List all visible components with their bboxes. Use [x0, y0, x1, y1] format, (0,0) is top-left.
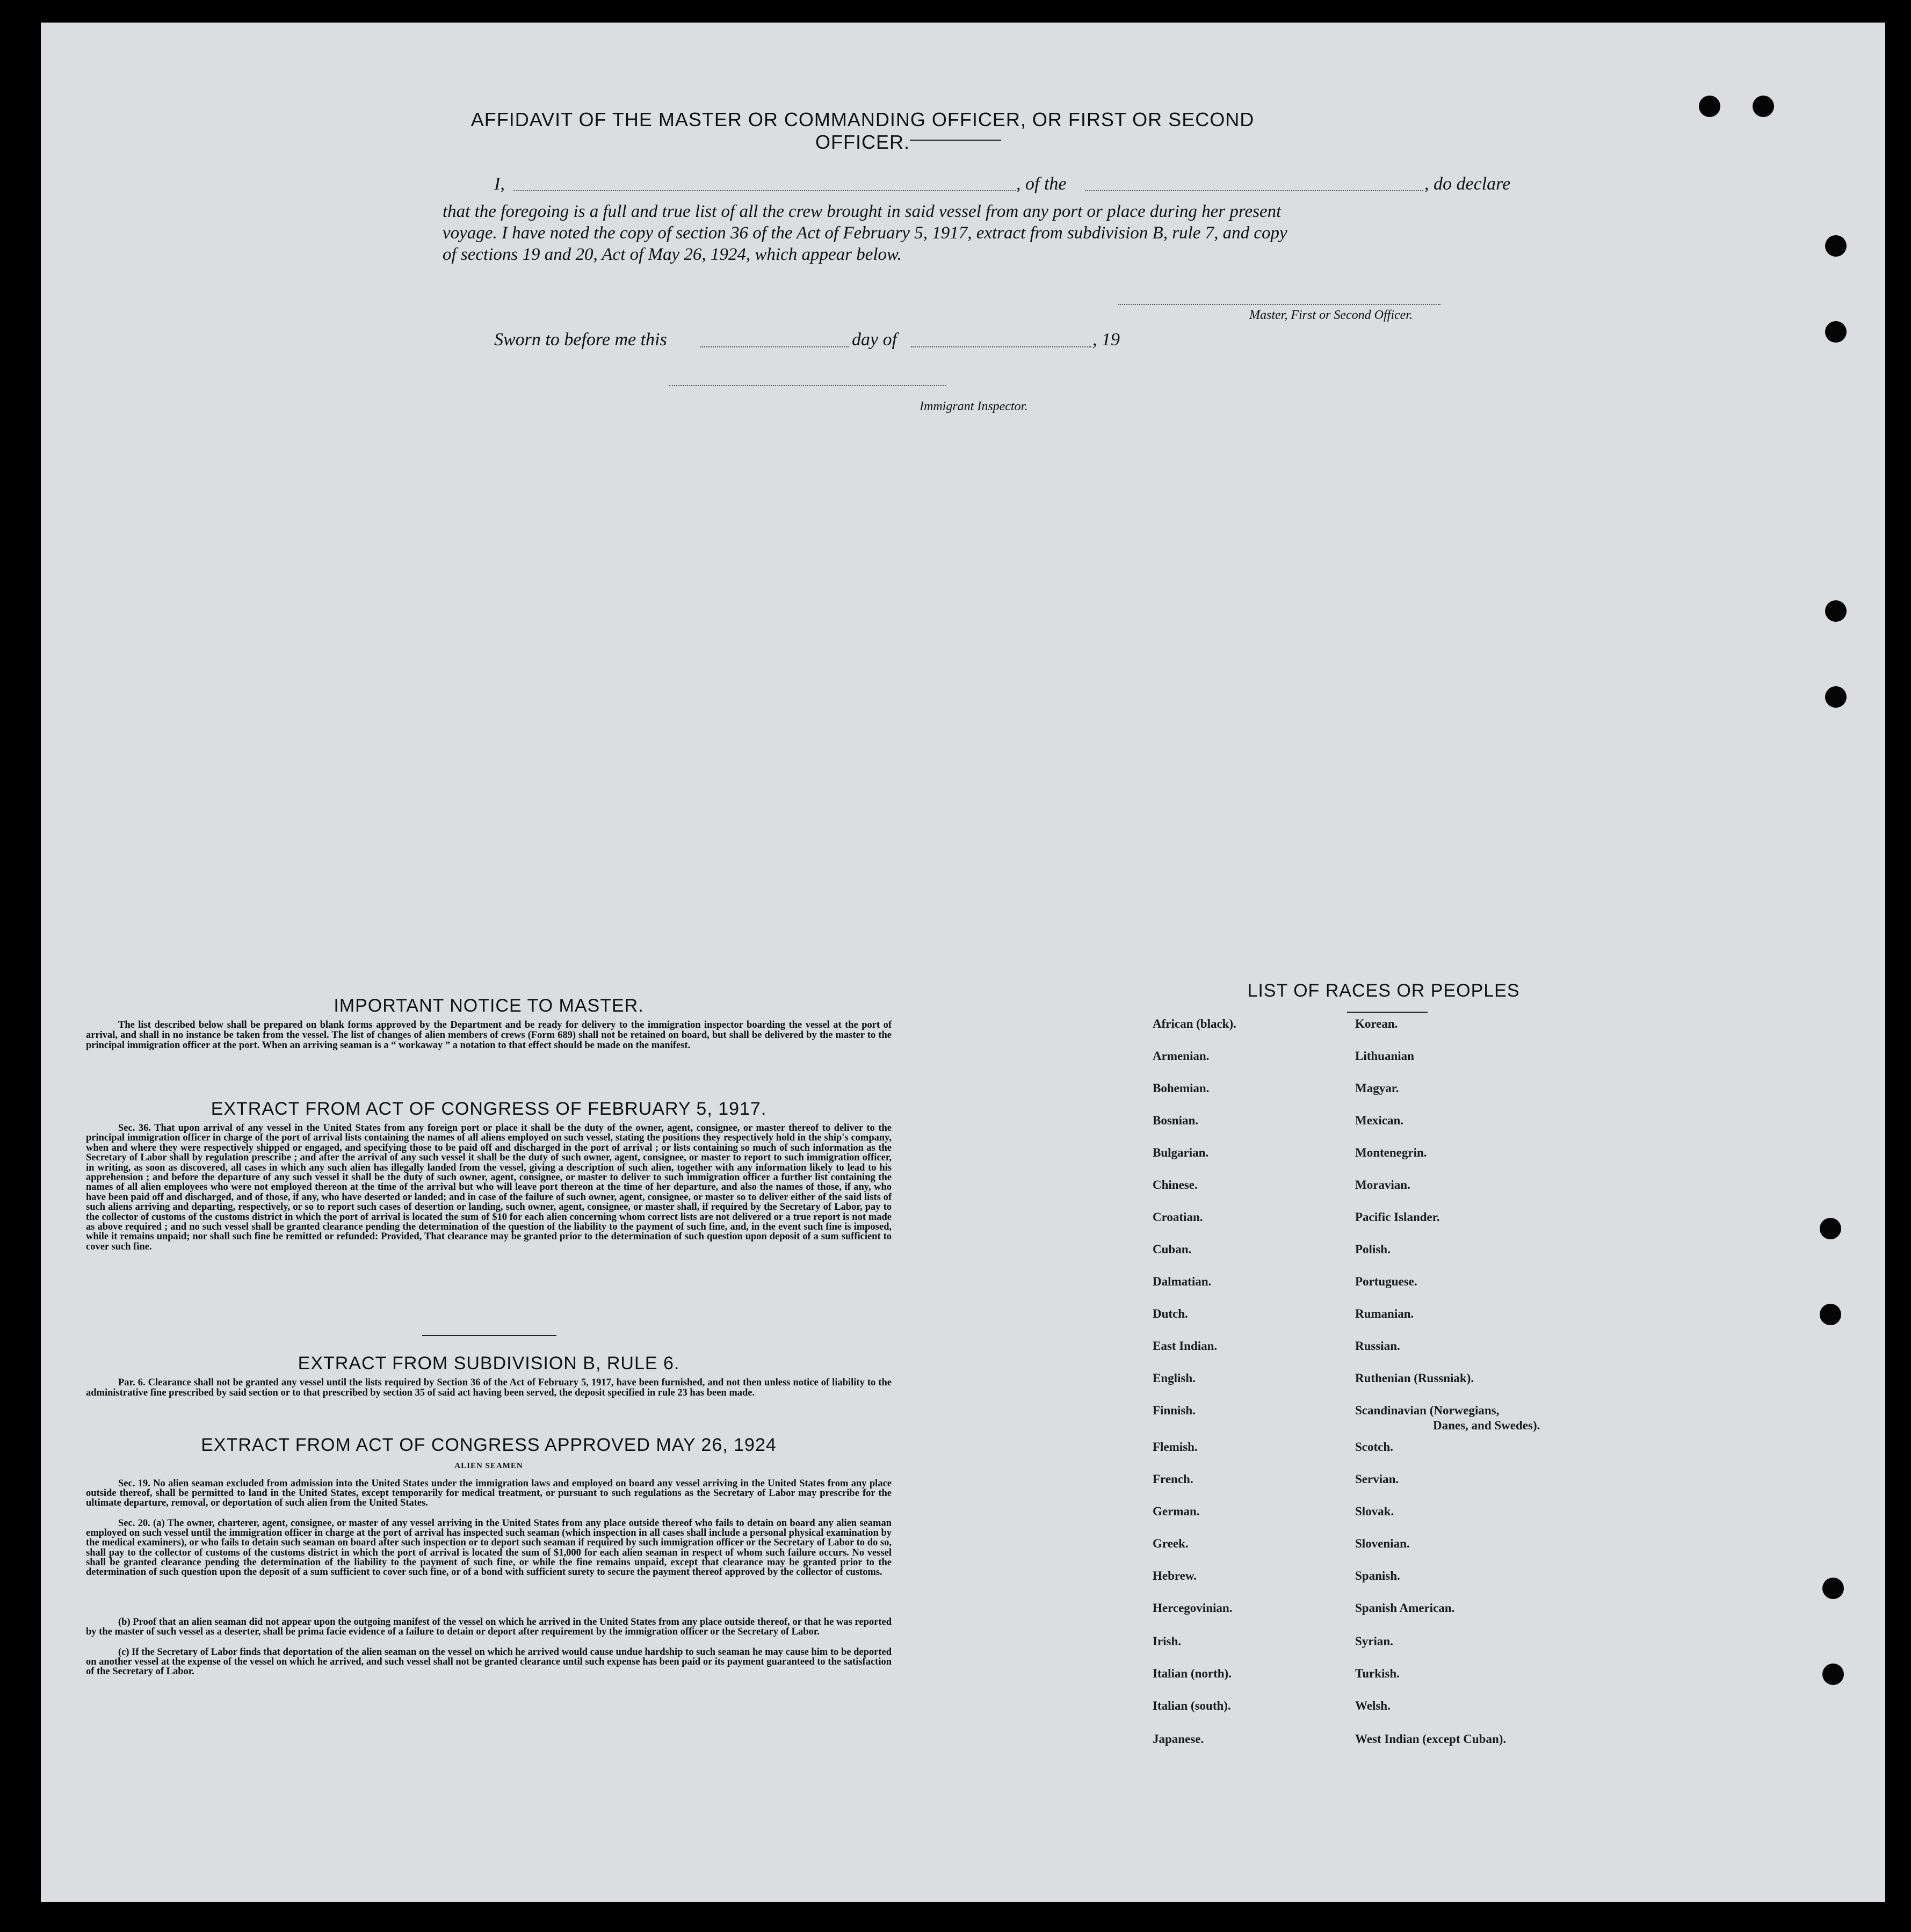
vessel-blank [1085, 190, 1423, 191]
race-item: Bohemian. [1153, 1081, 1210, 1095]
affidavit-line-4: of sections 19 and 20, Act of May 26, 1924, which appear below. [443, 245, 902, 264]
punch-hole [1699, 96, 1720, 117]
affidavit-of-the: , of the [1016, 174, 1067, 194]
punch-hole [1825, 321, 1847, 343]
name-blank [513, 190, 1016, 191]
race-item: Irish. [1153, 1635, 1182, 1648]
race-item: Moravian. [1355, 1178, 1410, 1192]
race-item: Dutch. [1153, 1307, 1188, 1320]
extract-1924-sec19: Sec. 19. No alien seaman excluded from admission into the United States under the immigration laws and employed on board any vessel arriving in the United States from any place outside thereof, shall be permitted to land in the United States, except temporarily for medical treatment, or pursuant to such regulations as the Secretary of Labor may prescribe for the ultimate departure, removal, or deportation of such alien from the United States. [86, 1478, 892, 1509]
race-item: Scandinavian (Norwegians, [1355, 1404, 1500, 1417]
title-underline [910, 140, 1001, 141]
extract-1924-heading: EXTRACT FROM ACT OF CONGRESS APPROVED MAY 26, 1924 [201, 1435, 777, 1455]
punch-hole [1825, 686, 1847, 708]
race-item: Magyar. [1355, 1081, 1399, 1095]
race-item: Turkish. [1355, 1667, 1400, 1680]
sworn-year: , 19 [1092, 330, 1120, 350]
extract-1924-sec20b: (b) Proof that an alien seaman did not appear upon the outgoing manifest of the vessel on which he arrived in the United States from any place outside thereof, or that he was reported by the master of such vessel as a deserter, shall be prima facie evidence of a failure to detain or deport after requirement by the immigration officer or the Secretary of Labor. [86, 1617, 892, 1638]
race-item: Croatian. [1153, 1210, 1203, 1224]
race-item: Flemish. [1153, 1440, 1198, 1454]
race-item: Montenegrin. [1355, 1146, 1427, 1159]
race-item: Hebrew. [1153, 1569, 1197, 1582]
race-item: Mexican. [1355, 1114, 1404, 1127]
affidavit-i: I, [494, 174, 505, 194]
race-item: Scotch. [1355, 1440, 1393, 1454]
section-divider [422, 1335, 556, 1336]
race-item: Pacific Islander. [1355, 1210, 1440, 1224]
race-item: Greek. [1153, 1537, 1189, 1550]
extract-rule6-heading: EXTRACT FROM SUBDIVISION B, RULE 6. [298, 1353, 680, 1374]
race-item: Portuguese. [1355, 1275, 1417, 1288]
race-item: English. [1153, 1371, 1196, 1385]
inspector-signature-line [669, 385, 946, 386]
punch-hole [1825, 600, 1847, 622]
race-item: Dalmatian. [1153, 1275, 1212, 1288]
race-item: West Indian (except Cuban). [1355, 1732, 1507, 1746]
race-item: Chinese. [1153, 1178, 1198, 1192]
inspector-caption: Immigrant Inspector. [920, 400, 1028, 413]
race-item: Italian (south). [1153, 1699, 1231, 1712]
sworn-day-of: day of [852, 330, 897, 350]
notice-heading: IMPORTANT NOTICE TO MASTER. [334, 996, 644, 1016]
affidavit-title: AFFIDAVIT OF THE MASTER OR COMMANDING OFFICER, OR FIRST OR SECOND OFFICER. [470, 108, 1255, 153]
affidavit-line-3: voyage. I have noted the copy of section 36 of the Act of February 5, 1917, extract from subdivision B, rule 7, and copy [443, 223, 1287, 243]
race-item: African (black). [1153, 1017, 1236, 1030]
extract-1924-sec20c: (c) If the Secretary of Labor finds that deportation of the alien seaman on the vessel on which he arrived would cause undue hardship to such seaman he may cause him to be deported on another vessel at the expense of the vessel on which he arrived, and such vessel shall not be granted clearance until such expense has been paid or its payment guaranteed to the satisfaction of the Secretary of Labor. [86, 1647, 892, 1677]
notice-body: The list described below shall be prepared on blank forms approved by the Department and be ready for delivery to the immigration inspector boarding the vessel at the port of arrival, and shall in no instance be taken from the vessel. The list of changes of alien members of crews (Form 689) shall not be retained on board, but shall be delivered by the master to the principal immigration officer at the port. When an arriving seaman is a “ workaway ” a notation to that effect should be made on the manifest. [86, 1020, 892, 1051]
punch-hole [1822, 1664, 1844, 1685]
affidavit-declare: , do declare [1424, 174, 1511, 194]
races-heading: LIST OF RACES OR PEOPLES [1247, 980, 1520, 1001]
race-item: Korean. [1355, 1017, 1398, 1030]
punch-hole [1825, 235, 1847, 257]
extract-1924-sec20a: Sec. 20. (a) The owner, charterer, agent, consignee, or master of any vessel arriving in the United States from any place outside thereof who fails to detain on board any alien seaman employed on such vessel until the immigration officer in charge at the port of arrival has inspected such seaman (which inspection in all cases shall include a personal physical examination by the medical examiners), or who fails to detain such seaman on board after such inspection or to deport such seaman if required by such immigration officer or the Secretary of Labor to do so, shall pay to the collector of customs of the customs district in which the port of arrival is located the sum of $1,000 for each alien seaman in respect of whom such failure occurs. No vessel shall be granted clearance pending the determination of the liability to the payment of such fine, or while the fine remains unpaid, except that clearance may be granted prior to the determination of such question upon the deposit of a sum sufficient to cover such fine, or of a bond with sufficient surety to secure the payment thereof approved by the collector of customs. [86, 1518, 892, 1578]
race-item: Finnish. [1153, 1404, 1196, 1417]
punch-hole [1753, 96, 1774, 117]
extract-rule6-body: Par. 6. Clearance shall not be granted any vessel until the lists required by Section 36 of the Act of February 5, 1917, have been furnished, and not then unless notice of liability to the administrative fine prescribed by said section or to that prescribed by section 35 of said act having been served, the deposit specified in rule 23 has been made. [86, 1377, 892, 1398]
race-item: Spanish American. [1355, 1601, 1455, 1615]
race-item: Bulgarian. [1153, 1146, 1209, 1159]
extract-1924-subheading: ALIEN SEAMEN [454, 1462, 523, 1470]
race-item: Hercegovinian. [1153, 1601, 1233, 1615]
race-item: East Indian. [1153, 1339, 1218, 1353]
race-item: Slovak. [1355, 1505, 1394, 1518]
race-item: Servian. [1355, 1472, 1399, 1486]
races-underline [1347, 1012, 1428, 1013]
affidavit-line-2: that the foregoing is a full and true list of all the crew brought in said vessel from any port or place during her present [443, 202, 1282, 221]
punch-hole [1820, 1304, 1841, 1325]
signature-line [1118, 304, 1441, 305]
race-item: Welsh. [1355, 1699, 1391, 1712]
document-sheet [41, 23, 1885, 1902]
race-item: Slovenian. [1355, 1537, 1410, 1550]
race-item: Japanese. [1153, 1732, 1204, 1746]
race-item: Polish. [1355, 1243, 1391, 1256]
race-item: Syrian. [1355, 1635, 1393, 1648]
sworn-day-blank [700, 346, 849, 347]
extract-1917-heading: EXTRACT FROM ACT OF CONGRESS OF FEBRUARY 5, 1917. [211, 1099, 767, 1119]
race-item-continuation: Danes, and Swedes). [1433, 1419, 1540, 1432]
race-item: Armenian. [1153, 1049, 1210, 1063]
sworn-month-blank [911, 346, 1091, 347]
punch-hole [1822, 1578, 1844, 1599]
race-item: Russian. [1355, 1339, 1400, 1353]
race-item: German. [1153, 1505, 1200, 1518]
sworn-text: Sworn to before me this [494, 330, 667, 350]
punch-hole [1820, 1218, 1841, 1239]
race-item: Ruthenian (Russniak). [1355, 1371, 1474, 1385]
race-item: Rumanian. [1355, 1307, 1414, 1320]
race-item: Lithuanian [1355, 1049, 1414, 1063]
extract-1917-body: Sec. 36. That upon arrival of any vessel in the United States from any foreign port or place it shall be the duty of the owner, agent, consignee, or master thereof to deliver to the principal immigration officer in charge of the port of arrival lists containing the names of all aliens employed on such vessel, stating the positions they respectively hold in the ship's company, when and where they were respectively shipped or engaged, and specifying those to be paid off and discharged in the port of arrival ; or lists containing so much of such information as the Secretary of Labor shall by regulation prescribe ; and after the arrival of any such vessel it shall be the duty of such owner, agent, consignee, or master to report to such immigration officer, in writing, as soon as discovered, all cases in which any such alien has illegally landed from the vessel, giving a description of such alien, together with any information likely to lead to his apprehension ; and before the departure of any such vessel it shall be the duty of such owner, agent, consignee, or master to deliver to such immigration officer a further list containing the names of all alien employees who were not employed thereon at the time of the arrival but who will leave port thereon at the time of her departure, and also the names of those, if any, who have been paid off and discharged, and of those, if any, who have deserted or landed; and in case of the failure of such owner, agent, consignee, or master so to deliver either of the said lists of such aliens arriving and departing, respectively, or so to report such cases of desertion or landing, such owner, agent, consignee, or master shall, if required by the Secretary of Labor, pay to the collector of customs of the customs district in which the port of arrival is located the sum of $10 for each alien concerning whom correct lists are not delivered or a true report is not made as above required ; and no such vessel shall be granted clearance pending the determination of the question of the liability to the payment of such fine, and, in the event such fine is imposed, while it remains unpaid; nor shall such fine be remitted or refunded: Provided, That clearance may be granted prior to the determination of such question upon deposit of a sum sufficient to cover such fine. [86, 1123, 892, 1252]
signature-caption: Master, First or Second Officer. [1249, 308, 1413, 322]
race-item: Cuban. [1153, 1243, 1192, 1256]
race-item: Italian (north). [1153, 1667, 1232, 1680]
race-item: French. [1153, 1472, 1193, 1486]
race-item: Bosnian. [1153, 1114, 1199, 1127]
race-item: Spanish. [1355, 1569, 1400, 1582]
